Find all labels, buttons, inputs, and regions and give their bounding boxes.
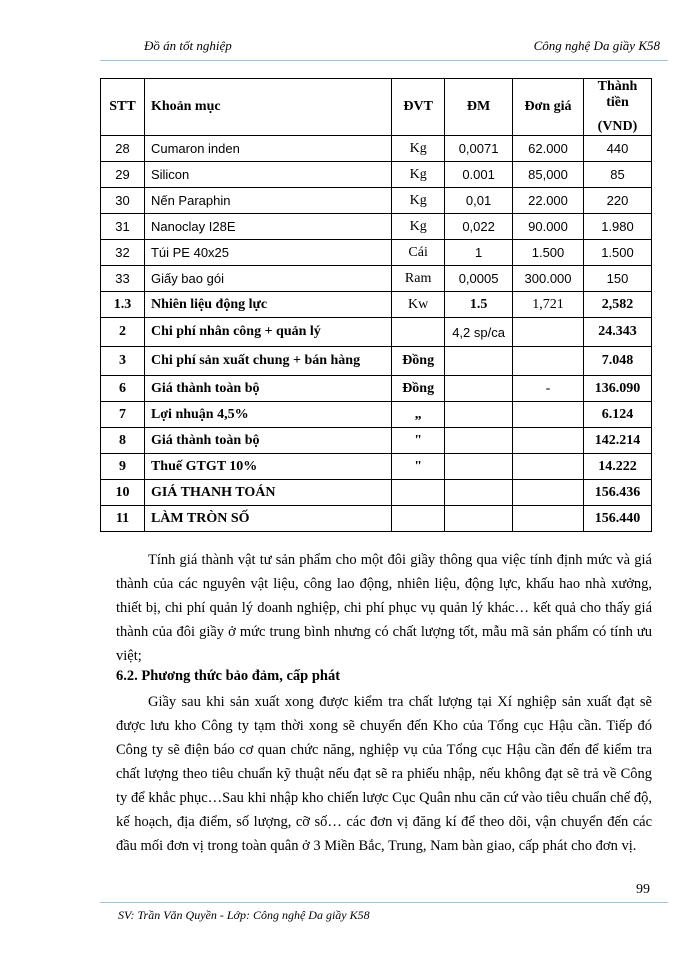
cell-stt: 7 <box>101 402 145 428</box>
cell-price: - <box>513 376 584 402</box>
cell-unit <box>392 506 445 532</box>
cell-price <box>513 480 584 506</box>
cell-price: 300.000 <box>513 266 584 292</box>
header-norm: ĐM <box>445 79 513 136</box>
cell-price <box>513 347 584 376</box>
paragraph-supply-method: Giầy sau khi sản xuất xong được kiểm tra chất lượng tại Xí nghiệp sản xuất đạt sẽ được lưu kho Công ty tạm thời xong sẽ chuyển đến Kho của Tổng cục Hậu cần. Tiếp đó Công ty sẽ điện báo cơ quan chức năng, nghiệp vụ của Tổng cục Hậu cần đến để kiểm tra chất lượng theo tiêu chuẩn kỹ thuật nếu đạt sẽ ra phiếu nhập, nếu không đạt sẽ trả về Công ty để khắc phục…Sau khi nhập kho chiến lược Cục Quân nhu căn cứ vào tiêu chuẩn chế độ, kế hoạch, địa điểm, số lượng, cỡ số… các đơn vị đăng kí để theo dõi, vận chuyển đến các đầu mối đơn vị trong toàn quân ở 3 Miền Bắc, Trung, Nam bàn giao, cấp phát cho đơn vị. <box>116 694 652 854</box>
cell-item: GIÁ THANH TOÁN <box>144 480 391 506</box>
cell-price <box>513 402 584 428</box>
cell-norm <box>445 454 513 480</box>
table-row <box>101 266 652 292</box>
cell-unit: Kw <box>392 292 445 318</box>
cell-item: Giá thành toàn bộ <box>144 428 391 454</box>
cell-norm <box>445 402 513 428</box>
cell-total: 6.124 <box>583 402 651 428</box>
cell-total: 1.980 <box>583 214 651 240</box>
cell-unit: " <box>392 428 445 454</box>
cell-stt: 8 <box>101 428 145 454</box>
cell-norm <box>445 480 513 506</box>
cell-total: 156.440 <box>583 506 651 532</box>
cell-stt: 3 <box>101 347 145 376</box>
cell-unit <box>392 318 445 347</box>
table-row <box>101 480 652 506</box>
cell-total: 150 <box>583 266 651 292</box>
cell-unit: Kg <box>392 136 445 162</box>
cell-total: 142.214 <box>583 428 651 454</box>
cell-item: Thuế GTGT 10% <box>144 454 391 480</box>
cell-stt: 1.3 <box>101 292 145 318</box>
cell-item: Nến Paraphin <box>144 188 391 214</box>
cell-stt: 28 <box>101 136 145 162</box>
cell-unit: Ram <box>392 266 445 292</box>
cell-price: 22.000 <box>513 188 584 214</box>
cell-norm <box>445 506 513 532</box>
cell-unit: Kg <box>392 188 445 214</box>
cell-unit: „ <box>392 402 445 428</box>
cell-unit: Đồng <box>392 376 445 402</box>
cell-price <box>513 506 584 532</box>
cell-norm: 0,01 <box>445 188 513 214</box>
header-right-title: Công nghệ Da giầy K58 <box>533 38 660 53</box>
page-number: 99 <box>636 882 650 897</box>
cell-stt: 30 <box>101 188 145 214</box>
cell-norm <box>445 428 513 454</box>
cell-item: Giấy bao gói <box>144 266 391 292</box>
header-stt: STT <box>101 79 145 136</box>
footer-divider <box>100 902 668 903</box>
header-price: Đơn giá <box>513 79 584 136</box>
header-total-line2: (VND) <box>597 119 638 134</box>
cell-item: LÀM TRÒN SỐ <box>144 506 391 532</box>
cell-norm: 0,0005 <box>445 266 513 292</box>
table-row <box>101 318 652 347</box>
cell-norm <box>445 347 513 376</box>
table-row <box>101 240 652 266</box>
cell-stt: 6 <box>101 376 145 402</box>
cell-total: 2,582 <box>583 292 651 318</box>
cell-stt: 32 <box>101 240 145 266</box>
cell-norm: 0,0071 <box>445 136 513 162</box>
cell-stt: 9 <box>101 454 145 480</box>
cost-table <box>100 78 652 532</box>
cell-item: Chi phí nhân công + quản lý <box>144 318 391 347</box>
paragraph-cost-summary: Tính giá thành vật tư sản phẩm cho một đôi giầy thông qua việc tính định mức và giá thành của các nguyên vật liệu, công lao động, nhiên liệu, động lực, khấu hao nhà xưởng, thiết bị, chi phí quản lý doanh nghiệp, chi phí phục vụ quản lý khác… kết quả cho thấy giá thành của đôi giầy ở mức trung bình nhưng có chất lượng tốt, mẫu mã sản phẩm có tính ưu việt; <box>116 552 652 664</box>
cell-total: 7.048 <box>583 347 651 376</box>
cell-item: Giá thành toàn bộ <box>144 376 391 402</box>
cell-total: 85 <box>583 162 651 188</box>
cell-price: 85,000 <box>513 162 584 188</box>
table-row <box>101 214 652 240</box>
cell-stt: 2 <box>101 318 145 347</box>
cell-unit: Kg <box>392 162 445 188</box>
cell-norm <box>445 376 513 402</box>
cell-norm: 1 <box>445 240 513 266</box>
cell-total: 1.500 <box>583 240 651 266</box>
cell-stt: 29 <box>101 162 145 188</box>
cell-norm: 1.5 <box>445 292 513 318</box>
footer-text: SV: Trần Văn Quyền - Lớp: Công nghệ Da giầy K58 <box>118 908 370 922</box>
table-row <box>101 454 652 480</box>
cell-price <box>513 454 584 480</box>
header-left-title: Đồ án tốt nghiệp <box>144 38 232 53</box>
cell-total: 136.090 <box>583 376 651 402</box>
cell-price: 62.000 <box>513 136 584 162</box>
cell-stt: 33 <box>101 266 145 292</box>
cell-item: Silicon <box>144 162 391 188</box>
cell-total: 220 <box>583 188 651 214</box>
cell-stt: 11 <box>101 506 145 532</box>
header-total <box>583 79 651 136</box>
table-row <box>101 402 652 428</box>
table-row <box>101 376 652 402</box>
header-total-line1: Thành tiền <box>597 79 638 110</box>
cell-unit <box>392 480 445 506</box>
cell-unit: Kg <box>392 214 445 240</box>
cell-item: Túi PE 40x25 <box>144 240 391 266</box>
cell-norm: 0,022 <box>445 214 513 240</box>
cell-stt: 10 <box>101 480 145 506</box>
cell-price: 1,721 <box>513 292 584 318</box>
section-heading: 6.2. Phương thức bảo đảm, cấp phát <box>116 668 341 684</box>
table-row <box>101 136 652 162</box>
cell-price: 90.000 <box>513 214 584 240</box>
table-row <box>101 292 652 318</box>
table-row <box>101 506 652 532</box>
cell-price <box>513 318 584 347</box>
cell-price <box>513 428 584 454</box>
cell-unit: Cái <box>392 240 445 266</box>
cell-total: 24.343 <box>583 318 651 347</box>
cell-price: 1.500 <box>513 240 584 266</box>
table-row <box>101 162 652 188</box>
cell-norm: 4,2 sp/ca <box>445 318 513 347</box>
table-row <box>101 347 652 376</box>
table-row <box>101 188 652 214</box>
cell-item: Chi phí sản xuất chung + bán hàng <box>144 347 391 376</box>
cell-item: Lợi nhuận 4,5% <box>144 402 391 428</box>
cell-item: Nanoclay I28E <box>144 214 391 240</box>
header-item: Khoản mục <box>144 79 391 136</box>
cell-total: 156.436 <box>583 480 651 506</box>
cell-stt: 31 <box>101 214 145 240</box>
cell-unit: " <box>392 454 445 480</box>
table-row <box>101 428 652 454</box>
cell-total: 14.222 <box>583 454 651 480</box>
header-divider <box>100 60 668 61</box>
table-header-row <box>101 79 652 136</box>
header-unit: ĐVT <box>392 79 445 136</box>
cell-norm: 0.001 <box>445 162 513 188</box>
cell-total: 440 <box>583 136 651 162</box>
cell-item: Cumaron inden <box>144 136 391 162</box>
cell-item: Nhiên liệu động lực <box>144 292 391 318</box>
cell-unit: Đồng <box>392 347 445 376</box>
